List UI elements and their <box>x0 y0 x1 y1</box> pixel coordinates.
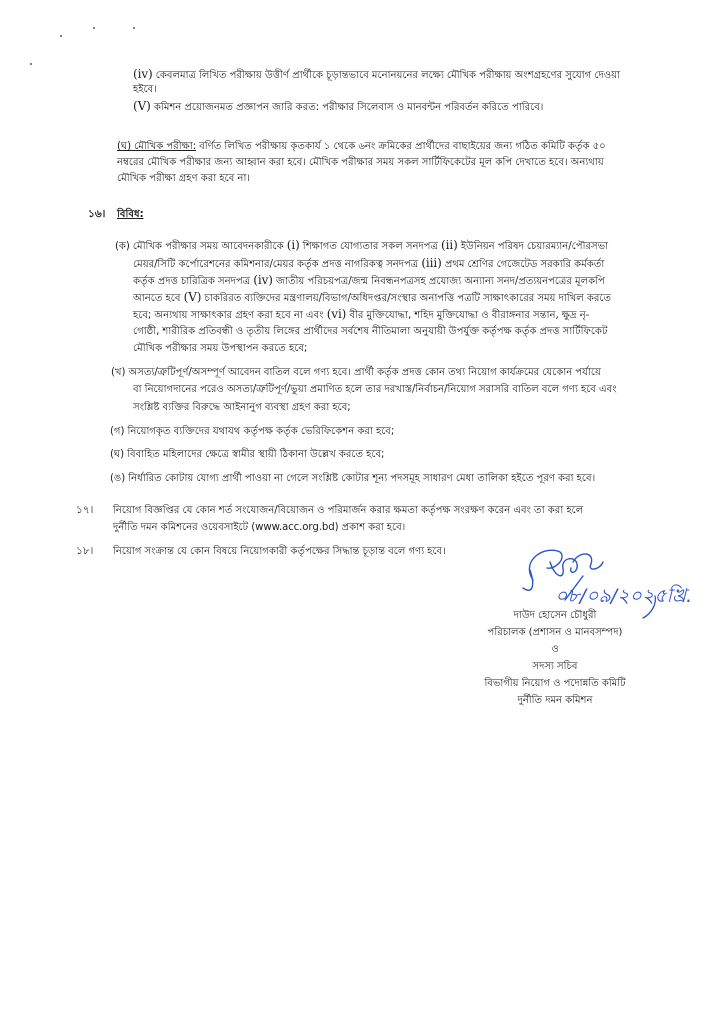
signatory-title: পরিচালক (প্রশাসন ও মানবসম্পদ) <box>487 627 623 638</box>
misc-kha-line3: সংশ্লিষ্ট ব্যক্তির বিরুদ্ধে আইনানুগ ব্যবস্থা গ্রহণ করা হবে; <box>133 402 351 413</box>
misc-kha-line2: বা নিয়োগদানের পরেও অসত্য/ত্রুটিপূর্ণ/ভুয়া প্রমাণিত হলে তার দরখাস্ত/নির্বাচন/নিয়োগ সরাসরি বাতিল বলে গণ্য হবে এবং <box>133 384 617 395</box>
viva-line2: নম্বরের মৌখিক পরীক্ষার জন্য আহ্বান করা হবে। মৌখিক পরীক্ষার সময় সকল সার্টিফিকেটের মূল কপি দেখাতে হবে। অন্যথায় <box>117 157 604 168</box>
section-18-number: ১৮। <box>76 545 94 557</box>
signature-date: ০৮/০৯/২০২৫খ্রি. <box>555 585 693 607</box>
misc-ka-line2: মেয়র/সিটি কর্পোরেশনের কমিশনার/মেয়র কর্তৃক প্রদত্ত নাগরিকত্ব সনদপত্র (iii) প্রথম শ্রেণির গেজেটেড সরকারি কর্মকর্তা <box>133 256 605 270</box>
misc-ka-line1: (ক) মৌখিক পরীক্ষার সময় আবেদনকারীকে (i) শিক্ষাগত যোগ্যতার সকল সনদপত্র (ii) ইউনিয়ন পরিষদ চেয়ারম্যান/পৌরসভা <box>115 238 609 252</box>
misc-ka-line4: আনতে হবে (V) চাকরিরত ব্যক্তিদের মন্ত্রণালয়/বিভাগ/অধিদপ্তর/সংস্থার অনাপত্তি পত্রটি সাক্ষাৎকারের সময় দাখিল করতে <box>133 290 612 304</box>
viva-heading-line: (ঘ) মৌখিক পরীক্ষা: বর্ণিত লিখিত পরীক্ষায় কৃতকার্য ১ থেকে ৬নং ক্রমিকের প্রার্থীদের বাছাইয়ের জন্য গঠিত কমিটি কর্তৃক ৫০ <box>117 141 606 152</box>
item-iv-line2: হইবে। <box>133 84 157 95</box>
viva-heading: (ঘ) মৌখিক পরীক্ষা: <box>117 141 197 152</box>
section-17-line1: নিয়োগ বিজ্ঞপ্তির যে কোন শর্ত সংযোজন/বিয়োজন ও পরিমার্জন করার ক্ষমতা কর্তৃপক্ষ সংরক্ষণ করেন এবং তা করা হলে <box>113 505 584 516</box>
signatory-role: সদস্য সচিব <box>532 661 578 672</box>
section-18-line1: নিয়োগ সংক্রান্ত যে কোন বিষয়ে নিয়োগকারী কর্তৃপক্ষের সিদ্ধান্ত চূড়ান্ত বলে গণ্য হবে। <box>113 546 446 557</box>
item-v-line1: (V) কমিশন প্রয়োজনমত প্রজ্ঞাপন জারি করত: পরীক্ষার সিলেবাস ও মানবন্টন পরিবর্তন করিতে পারিবে। <box>133 99 544 113</box>
section-17-number: ১৭। <box>76 504 94 516</box>
misc-ka-line7: মৌখিক পরীক্ষার সময় উপস্থাপন করতে হবে; <box>133 343 308 354</box>
signatory-and: ও <box>551 644 559 655</box>
misc-kha-line1: (খ) অসত্য/ত্রুটিপূর্ণ/অসম্পূর্ণ আবেদন বাতিল বলে গণ্য হবে। প্রার্থী কর্তৃক প্রদত্ত কোন তথ্য নিয়োগ কার্যক্রমের যেকোন পর্যায়ে <box>111 367 601 378</box>
misc-ka-line6: গোষ্ঠী, শারীরিক প্রতিবন্ধী ও তৃতীয় লিঙ্গের প্রার্থীদের সর্বশেষ নীতিমালা অনুযায়ী উপর্যুক্ত কর্তৃপক্ষ কর্তৃক প্রদত্ত সার্টিফিকেট <box>133 326 608 337</box>
misc-ka-line5: হবে; অন্যথায় সাক্ষাৎকার গ্রহণ করা হবে না এবং (vi) বীর মুক্তিযোদ্ধা, শহিদ মুক্তিযোদ্ধা ও বীরাঙ্গনার সন্তান, ক্ষুদ্র নৃ- <box>133 307 590 321</box>
viva-line3: মৌখিক পরীক্ষা গ্রহণ করা হবে না। <box>117 173 250 184</box>
scan-speck <box>133 27 135 29</box>
signatory-name: দাউদ হোসেন চৌধুরী <box>513 610 597 621</box>
misc-ga: (গ) নিয়োগকৃত ব্যক্তিদের যথাযথ কর্তৃপক্ষ কর্তৃক ভেরিফিকেশন করা হবে; <box>110 426 395 437</box>
signatory-org: দুর্নীতি দমন কমিশন <box>517 695 593 706</box>
section-17-line2: দুর্নীতি দমন কমিশনের ওয়েবসাইটে (www.acc.org.bd) প্রকাশ করা হবে। <box>113 522 406 533</box>
section-16-number: ১৬। <box>88 208 106 220</box>
scan-speck <box>60 35 62 37</box>
misc-ka-line3: কর্তৃক প্রদত্ত চারিত্রিক সনদপত্র (iv) জাতীয় পরিচয়পত্র/জন্ম নিবন্ধনপত্রসহ প্রযোজ্য অন্যান্য সনদ/প্রত্যয়নপত্রের মূলকপি <box>133 273 605 287</box>
scan-speck <box>30 63 32 65</box>
misc-gha: (ঘ) বিবাহিত মহিলাদের ক্ষেত্রে স্বামীর স্থায়ী ঠিকানা উল্লেখ করতে হবে; <box>110 449 385 460</box>
item-iv-line1: (iv) কেবলমাত্র লিখিত পরীক্ষায় উত্তীর্ণ প্রার্থীকে চূড়ান্তভাবে মনোনয়নের লক্ষ্যে মৌখিক পরীক্ষায় অংশগ্রহণের সুযোগ দেওয়া <box>133 67 621 81</box>
signatory-committee: বিভাগীয় নিয়োগ ও পদোন্নতি কমিটি <box>484 678 626 689</box>
section-16-title: বিবিধ: <box>117 209 144 220</box>
scan-speck <box>93 27 95 29</box>
misc-umo: (ঙ) নির্ধারিত কোটায় যোগ্য প্রার্থী পাওয়া না গেলে সংশ্লিষ্ট কোটার শূন্য পদসমূহ সাধারণ মেধা তালিকা হইতে পূরণ করা হবে। <box>110 473 596 484</box>
